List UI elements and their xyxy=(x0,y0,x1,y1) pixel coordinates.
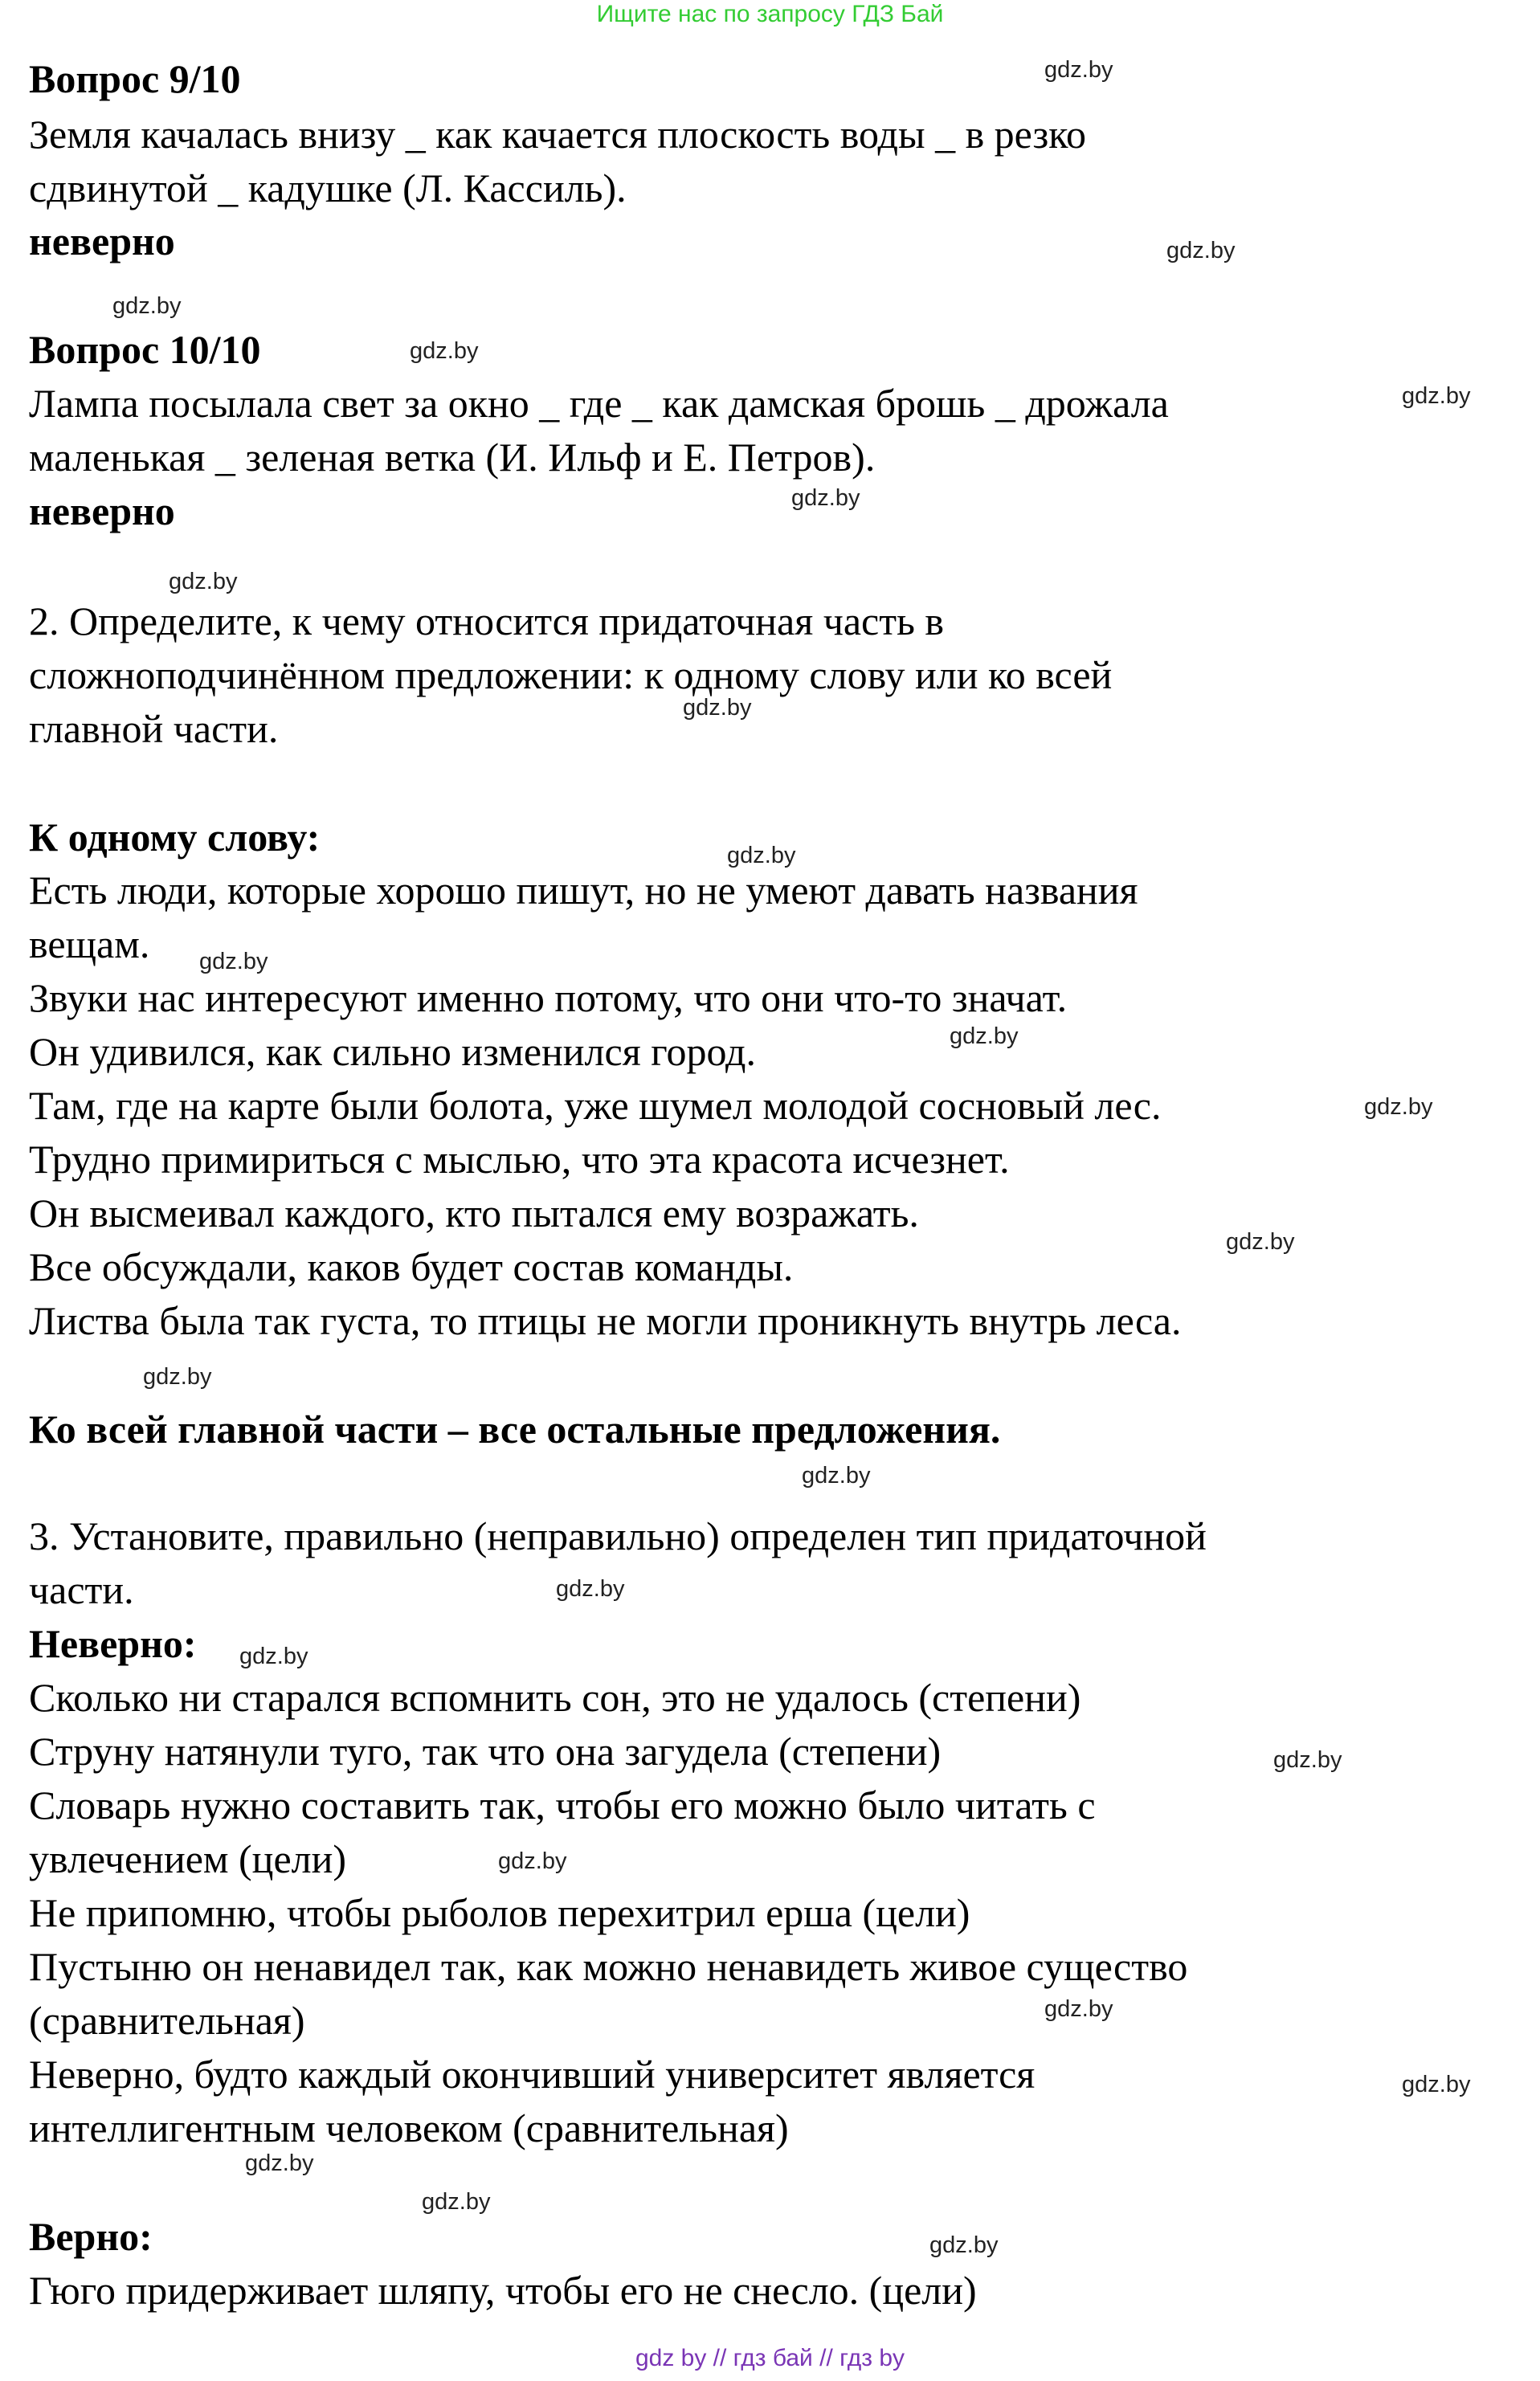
one-word-sentence: вещам. xyxy=(29,921,150,966)
watermark: gdz.by xyxy=(169,569,238,594)
watermark: gdz.by xyxy=(1044,57,1113,83)
watermark: gdz.by xyxy=(950,1023,1019,1049)
right-heading: Верно: xyxy=(29,2214,153,2259)
watermark: gdz.by xyxy=(1402,2072,1471,2097)
question-9-text-line-2: сдвинутой _ кадушке (Л. Кассиль). xyxy=(29,165,627,210)
watermark: gdz.by xyxy=(1166,238,1236,263)
one-word-sentence: Он высмеивал каждого, кто пытался ему возражать. xyxy=(29,1190,919,1235)
watermark: gdz.by xyxy=(556,1576,625,1602)
one-word-sentence: Там, где на карте были болота, уже шумел молодой сосновый лес. xyxy=(29,1083,1162,1128)
watermark: gdz.by xyxy=(929,2232,999,2258)
task-2-text-line-3: главной части. xyxy=(29,706,279,751)
whole-part-heading: Ко всей главной части – все остальные предложения. xyxy=(29,1407,1001,1452)
question-10-verdict: неверно xyxy=(29,488,175,533)
question-10-text-line-1: Лампа посылала свет за окно _ где _ как дамская брошь _ дрожала xyxy=(29,381,1169,426)
watermark: gdz.by xyxy=(143,1364,212,1390)
one-word-heading: К одному слову: xyxy=(29,815,321,860)
task-2-text-line-2: сложноподчинённом предложении: к одному слову или ко всей xyxy=(29,652,1113,697)
watermark: gdz.by xyxy=(498,1848,567,1874)
wrong-sentence: Неверно, будто каждый окончивший университет является xyxy=(29,2052,1036,2097)
watermark: gdz.by xyxy=(199,949,268,974)
task-3-text-line-1: 3. Установите, правильно (неправильно) определен тип придаточной xyxy=(29,1513,1207,1558)
task-3-text-line-2: части. xyxy=(29,1567,134,1612)
wrong-sentence: интеллигентным человеком (сравнительная) xyxy=(29,2105,789,2150)
watermark: gdz.by xyxy=(1273,1747,1342,1773)
wrong-heading: Неверно: xyxy=(29,1621,197,1666)
wrong-sentence: Струну натянули туго, так что она загудела (степени) xyxy=(29,1729,942,1774)
wrong-sentence: увлечением (цели) xyxy=(29,1836,346,1881)
wrong-sentence: Не припомню, чтобы рыболов перехитрил ерша (цели) xyxy=(29,1890,970,1935)
question-10-text-line-2: маленькая _ зеленая ветка (И. Ильф и Е. Петров). xyxy=(29,435,876,480)
top-banner: Ищите нас по запросу ГДЗ Бай xyxy=(596,1,944,27)
wrong-sentence: Словарь нужно составить так, чтобы его можно было читать с xyxy=(29,1783,1096,1828)
wrong-sentence: Пустыню он ненавидел так, как можно ненавидеть живое существо xyxy=(29,1944,1188,1989)
wrong-sentence: Сколько ни старался вспомнить сон, это не удалось (степени) xyxy=(29,1675,1081,1720)
watermark: gdz.by xyxy=(410,338,479,364)
one-word-sentence: Листва была так густа, то птицы не могли проникнуть внутрь леса. xyxy=(29,1298,1182,1343)
watermark: gdz.by xyxy=(1364,1094,1433,1120)
wrong-sentence: (сравнительная) xyxy=(29,1998,305,2043)
one-word-sentence: Он удивился, как сильно изменился город. xyxy=(29,1029,756,1074)
task-2-text-line-1: 2. Определите, к чему относится придаточная часть в xyxy=(29,598,944,643)
watermark: gdz.by xyxy=(802,1463,871,1489)
one-word-sentence: Есть люди, которые хорошо пишут, но не умеют давать названия xyxy=(29,868,1138,913)
question-10-title: Вопрос 10/10 xyxy=(29,327,261,372)
one-word-sentence: Все обсуждали, каков будет состав команды. xyxy=(29,1244,794,1289)
watermark: gdz.by xyxy=(683,695,752,721)
watermark: gdz.by xyxy=(239,1644,308,1669)
watermark: gdz.by xyxy=(727,843,796,868)
question-9-text-line-1: Земля качалась внизу _ как качается плоскость воды _ в резко xyxy=(29,112,1086,157)
watermark: gdz.by xyxy=(1226,1229,1295,1255)
watermark: gdz.by xyxy=(1044,1996,1113,2022)
watermark: gdz.by xyxy=(422,2189,491,2215)
question-9-title: Вопрос 9/10 xyxy=(29,56,241,101)
watermark: gdz.by xyxy=(112,293,182,319)
one-word-sentence: Трудно примириться с мыслью, что эта красота исчезнет. xyxy=(29,1137,1010,1182)
watermark: gdz.by xyxy=(791,485,860,511)
one-word-sentence: Звуки нас интересуют именно потому, что они что-то значат. xyxy=(29,975,1068,1020)
question-9-verdict: неверно xyxy=(29,218,175,263)
bottom-banner: gdz by // гдз бай // гдз by xyxy=(635,2345,905,2371)
watermark: gdz.by xyxy=(1402,383,1471,409)
watermark: gdz.by xyxy=(245,2150,314,2176)
right-sentence: Гюго придерживает шляпу, чтобы его не снесло. (цели) xyxy=(29,2268,977,2313)
